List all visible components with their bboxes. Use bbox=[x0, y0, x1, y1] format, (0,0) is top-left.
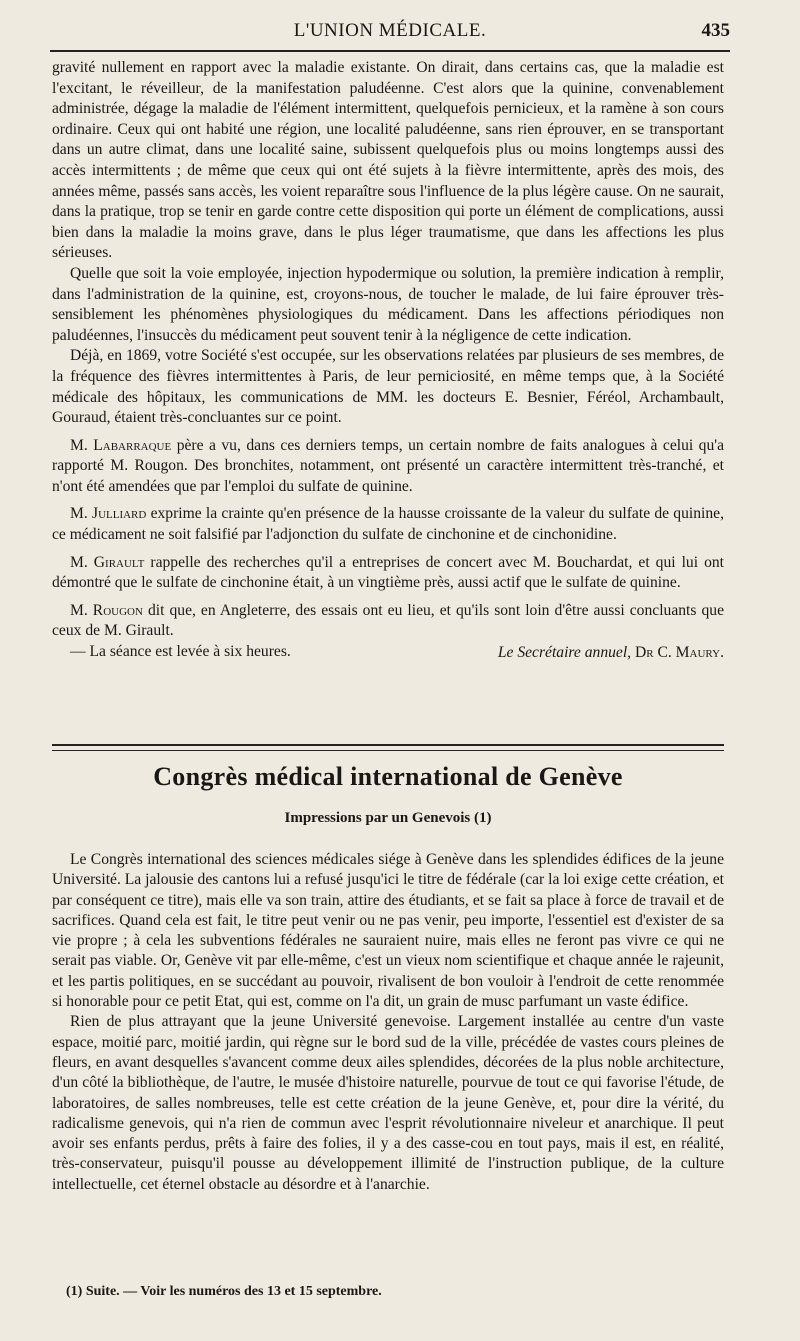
paragraph-girault bbox=[52, 553, 724, 594]
section-subtitle: Impressions par un Genevois (1) bbox=[284, 810, 492, 826]
paragraph-text: père a vu, dans ces derniers temps, un certain nombre de faits analogues à celui qu'a rapporté M. Rougon. Des bronchites, notamment, ont présenté un caractère intermittent très-tranché, et n'ont été amendées que par l'emploi du sulfate de quinine. bbox=[52, 436, 724, 495]
footnote: (1) Suite. — Voir les numéros des 13 et 15 septembre. bbox=[66, 1284, 382, 1299]
paragraph: Déjà, en 1869, votre Société s'est occupée, sur les observations relatées par plusieurs de ses membres, de la fréquence des fièvres intermittentes à Paris, de leur perniciosité, en même temps que, à la Société médicale des hôpitaux, les communications de MM. les docteurs E. Besnier, Féréol, Archambault, Gouraud, étaient très-concluantes sur ce point. bbox=[52, 347, 724, 427]
running-title: L'UNION MÉDICALE. bbox=[293, 20, 487, 41]
article-continuation bbox=[52, 58, 724, 663]
paragraph: Rien de plus attrayant que la jeune Université genevoise. Largement installée au centre d'un vaste espace, moitié parc, moitié jardin, qui règne sur le bord sud de la ville, précédée de vastes cours pleines de fleurs, en avant desquelles s'avancent comme deux ailes splendides, décorées de la plus noble architecture, d'un côté la bibliothèque, de l'autre, le musée d'histoire naturelle, pourvue de tout ce qui favorise l'étude, de laboratoires, de salles nombreuses, telle est cette création de la jeune Genève, et, pour dire la vérité, du radicalisme genevois, qui n'a rien de commun avec l'esprit révolutionnaire niveleur et anarchique. Il peut avoir ses enfants perdus, prêts à faire des folies, il y a des casse-cou en tout pays, mais il est, en réalité, très-conservateur, puisqu'il pousse au développement illimité de l'instruction publique, de la culture intellectuelle, cet éternel obstacle au désordre et à l'anarchie. bbox=[52, 1013, 724, 1193]
paragraph: gravité nullement en rapport avec la maladie existante. On dirait, dans certains cas, que la maladie est l'excitant, le réveilleur, de la manifestation paludéenne. C'est alors que la quinine, convenablement administrée, dégage la maladie de l'élément intermittent, quelquefois pernicieux, et la ramène à son cours ordinaire. Ceux qui ont habité une région, une localité paludéenne, sans rien éprouver, en se transportant dans un autre climat, dans une localité saine, subissent quelquefois plus ou moins longtemps aussi des accès intermittents ; de même que ceux qui ont été sujets à la fièvre intermittente, après des mois, des années même, passés sans accès, les voient reparaître sous l'influence de la plus légère cause. On ne saurait, dans la pratique, trop se tenir en garde contre cette disposition qui porte un élément de complications, aussi bien dans la maladie la moins grave, dans le plus léger traumatisme, que dans les affections les plus sérieuses. bbox=[52, 59, 724, 262]
paragraph-rougon bbox=[52, 601, 724, 642]
speaker-name: M. Rougon bbox=[70, 601, 143, 619]
header-rule bbox=[50, 50, 730, 52]
paragraph: Quelle que soit la voie employée, injection hypodermique ou solution, la première indication à remplir, dans l'administration de la quinine, est, croyons-nous, de toucher le malade, de lui faire éprouver très-sensiblement les phénomènes physiologiques du médicament. Dans les affections périodiques non paludéennes, l'insuccès du médicament peut souvent tenir à la négligence de cette indication. bbox=[52, 264, 724, 344]
section-title: Congrès médical international de Genève bbox=[153, 762, 623, 791]
paragraph-labarraque bbox=[52, 436, 724, 498]
congress-article bbox=[52, 850, 724, 1195]
paragraph-text: dit que, en Angleterre, des essais ont eu lieu, et qu'ils sont loin d'être aussi concluants que ceux de M. Girault. bbox=[52, 601, 724, 640]
paragraph-julliard bbox=[52, 504, 724, 545]
session-closing: — La séance est levée à six heures. bbox=[70, 643, 291, 661]
signature-name: Dr C. Maury. bbox=[634, 643, 724, 661]
speaker-name: M. Girault bbox=[70, 553, 145, 571]
congress-section-header bbox=[52, 762, 724, 827]
signature-role: Le Secrétaire annuel, bbox=[497, 643, 632, 661]
paragraph-text: rappelle des recherches qu'il a entreprises de concert avec M. Bouchardat, et qui lui ont démontré que le sulfate de cinchonine était, à un vingtième près, aussi actif que le sulfate de quinine. bbox=[52, 553, 724, 592]
page-header bbox=[50, 14, 730, 48]
page-number: 435 bbox=[701, 20, 730, 41]
section-divider bbox=[52, 744, 724, 751]
speaker-name: M. Labarraque bbox=[70, 436, 172, 454]
paragraph-text: exprime la crainte qu'en présence de la hausse croissante de la valeur du sulfate de quinine, ce médicament ne soit falsifié par l'adjonction du sulfate de cinchonine et de cinchonidine. bbox=[52, 505, 724, 544]
paragraph: Le Congrès international des sciences médicales siége à Genève dans les splendides édifices de la jeune Université. La jalousie des cantons lui a refusé jusqu'ici le titre de fédérale (car la loi exige cette création, et par conséquent ce titre), mais elle va son train, attire des étudiants, et se fait sa place à force de travail et de sacrifices. Quand cela est fait, le titre peut venir ou ne pas venir, peu importe, l'essentiel est d'exister de sa vie propre ; à cela les subventions fédérales ne sauraient nuire, mais elles ne feront pas vivre ce qui ne serait pas viable. Or, Genève vit par elle-même, c'est un vieux nom scientifique et chaque année le rajeunit, et les partis politiques, en se succédant au pouvoir, rivalisent de bon vouloir à l'endroit de cette renommée si honorable pour ce petit Etat, qui est, comme on l'a dit, un grain de musc parfumant un vaste édifice. bbox=[52, 851, 724, 1011]
speaker-name: M. Julliard bbox=[70, 505, 147, 523]
